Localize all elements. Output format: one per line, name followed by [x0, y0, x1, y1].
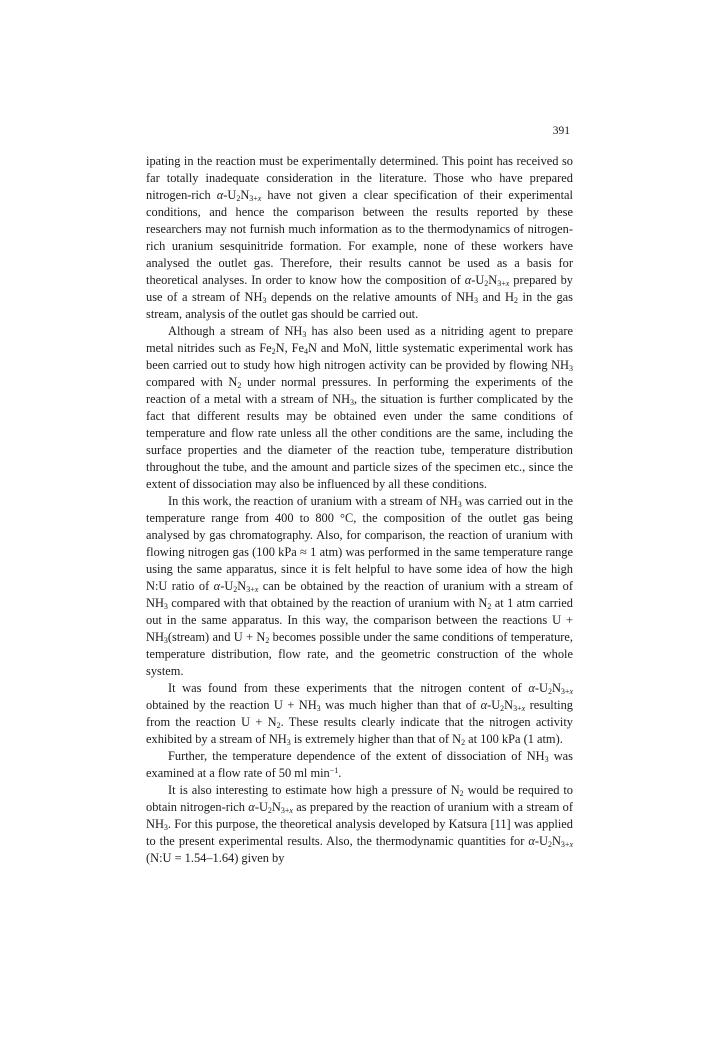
paragraph-1: ipating in the reaction must be experimentally determined. This point has received so far totally inadequate consideration in the literature. Those who have prepared nitrogen-rich $\alpha-U_2N_{3+x}$ have not given a clear specification of their experimental conditions, and hence the comparison between the results reported by these researchers may not furnish much information as to the thermodynamics of nitrogen-rich uranium sesquinitride formation. For example, none of these workers have analysed the outlet gas. Therefore, their results cannot be used as a basis for theoretical analyses. In order to know how the composition of $\alpha-U_2N_{3+x}$ prepared by use of a stream of $NH_3$ depends on the relative amounts of $NH_3$ and $H_2$ in the gas stream, analysis of the outlet gas should be carried out. [146, 154, 574, 321]
body-text [146, 153, 573, 867]
paragraph-2: Although a stream of $NH_3$ has also been used as a nitriding agent to prepare metal nitrides such as $Fe_2N$, $Fe_4N$ and MoN, little systematic experimental work has been carried out to study how high nitrogen activity can be provided by flowing $NH_3$ compared with $N_2$ under normal pressures. In performing the experiments of the reaction of a metal with a stream of $NH_3$, the situation is further complicated by the fact that different results may be obtained even under the same conditions of temperature and flow rate unless all the other conditions are the same, including the surface properties and the diameter of the reaction tube, temperature distribution throughout the tube, and the amount and particle sizes of the specimen etc., since the extent of dissociation may also be influenced by all these conditions. [146, 324, 573, 491]
paragraph-6: It is also interesting to estimate how high a pressure of $N_2$ would be required to obtain nitrogen-rich $\alpha-U_2N_{3+x}$ as prepared by the reaction of uranium with a stream of $NH_3$. For this purpose, the theoretical analysis developed by Katsura [11] was applied to the present experimental results. Also, the thermodynamic quantities for $\alpha-U_2N_{3+x}$ (N:U = 1.54–1.64) given by [146, 783, 573, 865]
paragraph-4: It was found from these experiments that the nitrogen content of $\alpha-U_2N_{3+x}$ obtained by the reaction $U + NH_3$ was much higher than that of $\alpha-U_2N_{3+x}$ resulting from the reaction $U + N_2$. These results clearly indicate that the nitrogen activity exhibited by a stream of $NH_3$ is extremely higher than that of $N_2$ at 100 kPa (1 atm). [146, 681, 574, 747]
paragraph-3: In this work, the reaction of uranium with a stream of $NH_3$ was carried out in the temperature range from 400 to 800 °C, the composition of the outlet gas being analysed by gas chromatography. Also, for comparison, the reaction of uranium with flowing nitrogen gas (100 kPa ≈ 1 atm) was performed in the same temperature range using the same apparatus, since it is felt helpful to have some idea of how the high N:U ratio of $\alpha-U_2N_{3+x}$ can be obtained by the reaction of uranium with a stream of $NH_3$ compared with that obtained by the reaction of uranium with $N_2$ at 1 atm carried out in the same apparatus. In this way, the comparison between the reactions $U + NH_3(stream)$ and $U + N_2$ becomes possible under the same conditions of temperature, temperature distribution, flow rate, and the geometric construction of the whole system. [146, 494, 574, 678]
page-number: 391 [552, 125, 570, 137]
paragraph-5: Further, the temperature dependence of the extent of dissociation of $NH_3$ was examined at a flow rate of 50 ml $\min^{-1}$. [146, 749, 574, 780]
